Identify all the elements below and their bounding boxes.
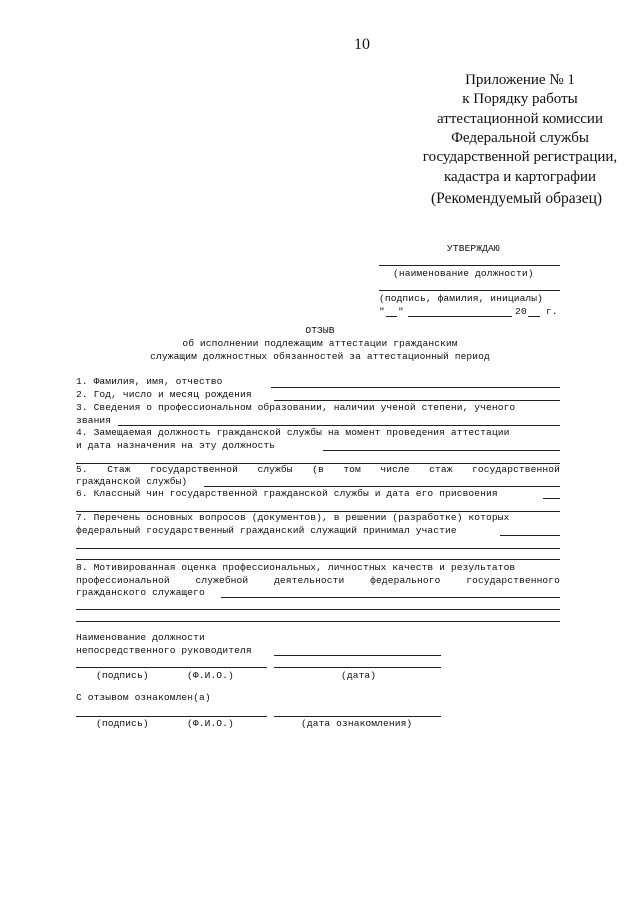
supervisor-name-caption: (Ф.И.О.)	[187, 670, 234, 681]
supervisor-label: Наименование должности	[76, 632, 205, 643]
date-day-line	[386, 316, 397, 317]
field-2-line	[274, 400, 560, 401]
field-7-label-cont: федеральный государственный гражданский служащий принимал участие	[76, 525, 457, 536]
field-8-line-extra	[76, 621, 560, 622]
appendix-line: государственной регистрации,	[422, 149, 618, 166]
field-5-word: государственной	[150, 464, 238, 475]
date-suffix: г.	[546, 306, 558, 317]
acknowledgment-signature-line	[76, 716, 267, 717]
field-5-label-cont: гражданской службы)	[76, 476, 188, 487]
field-8-word: профессиональной	[76, 575, 170, 586]
field-4-label: 4. Замещаемая должность гражданской службы на момент проведения аттестации	[76, 427, 510, 438]
field-8-word: служебной	[195, 575, 249, 586]
field-8-word: государственного	[466, 575, 560, 586]
field-4-line	[323, 450, 560, 451]
field-6-line	[543, 498, 560, 499]
field-5-word: стаж	[429, 464, 453, 475]
field-4-label-cont: и дата назначения на эту должность	[76, 440, 276, 451]
field-5-label	[76, 464, 560, 475]
field-5-word: числе	[380, 464, 410, 475]
page-number: 10	[354, 36, 370, 53]
field-7-line-extra	[76, 548, 560, 549]
date-year-line	[528, 316, 540, 317]
acknowledgment-name-caption: (Ф.И.О.)	[187, 718, 234, 729]
supervisor-signature-line	[76, 667, 267, 668]
signature-caption: (подпись, фамилия, инициалы)	[379, 293, 544, 304]
appendix-line: Приложение № 1	[465, 72, 575, 88]
field-3-line	[118, 425, 560, 426]
supervisor-date-line	[274, 667, 441, 668]
field-8-label: 8. Мотивированная оценка профессиональных, личностных качеств и результатов	[76, 562, 516, 573]
appendix-line: Федеральной службы	[451, 129, 589, 146]
field-5-word: (в	[312, 464, 324, 475]
acknowledgment-date-line	[274, 716, 441, 717]
field-2-label: 2. Год, число и месяц рождения	[76, 389, 252, 400]
date-quote-open: "	[379, 306, 385, 317]
field-7-line	[500, 535, 560, 536]
field-7-line-extra	[76, 559, 560, 560]
field-5-line	[204, 486, 560, 487]
position-line	[379, 265, 560, 266]
document-title: ОТЗЫВ	[305, 325, 335, 336]
field-6-label: 6. Классный чин государственной гражданской службы и дата его присвоения	[76, 488, 498, 499]
field-5-word: 5.	[76, 464, 88, 475]
supervisor-signature-caption: (подпись)	[96, 670, 149, 681]
appendix-line: аттестационной комиссии	[437, 110, 603, 127]
date-year: 20	[515, 306, 527, 317]
position-caption: (наименование должности)	[393, 268, 534, 279]
field-8-line-extra	[76, 609, 560, 610]
field-1-label: 1. Фамилия, имя, отчество	[76, 376, 223, 387]
field-8-label-cont: гражданского служащего	[76, 587, 205, 598]
field-7-label: 7. Перечень основных вопросов (документов), в решении (разработке) которых	[76, 512, 510, 523]
document-subtitle: служащим должностных обязанностей за аттестационный период	[150, 351, 490, 362]
appendix-line: кадастра и картографии	[443, 168, 597, 185]
document-subtitle: об исполнении подлежащим аттестации гражданским	[182, 338, 458, 349]
field-5-word: Стаж	[107, 464, 131, 475]
date-month-line	[408, 316, 512, 317]
supervisor-label-cont: непосредственного руководителя	[76, 645, 252, 656]
field-8-word: деятельности	[274, 575, 345, 586]
date-quote-close: "	[398, 306, 404, 317]
appendix-line: к Порядку работы	[462, 91, 578, 108]
signature-line	[379, 290, 560, 291]
acknowledgment-date-caption: (дата ознакомления)	[301, 718, 413, 729]
supervisor-position-line	[274, 655, 441, 656]
field-5-word: государственной	[472, 464, 560, 475]
field-8-label-cont	[76, 575, 560, 586]
acknowledgment-signature-caption: (подпись)	[96, 718, 149, 729]
supervisor-date-caption: (дата)	[341, 670, 377, 681]
recommended-sample-note: (Рекомендуемый образец)	[431, 190, 603, 207]
acknowledgment-label: С отзывом ознакомлен(а)	[76, 692, 211, 703]
field-5-word: том	[343, 464, 361, 475]
field-5-word: службы	[257, 464, 293, 475]
field-8-line	[221, 597, 560, 598]
approval-title: УТВЕРЖДАЮ	[447, 243, 500, 254]
field-3-label-cont: звания	[76, 415, 112, 426]
field-1-line	[271, 387, 560, 388]
field-3-label: 3. Сведения о профессиональном образовании, наличии ученой степени, ученого	[76, 402, 516, 413]
field-8-word: федерального	[370, 575, 441, 586]
